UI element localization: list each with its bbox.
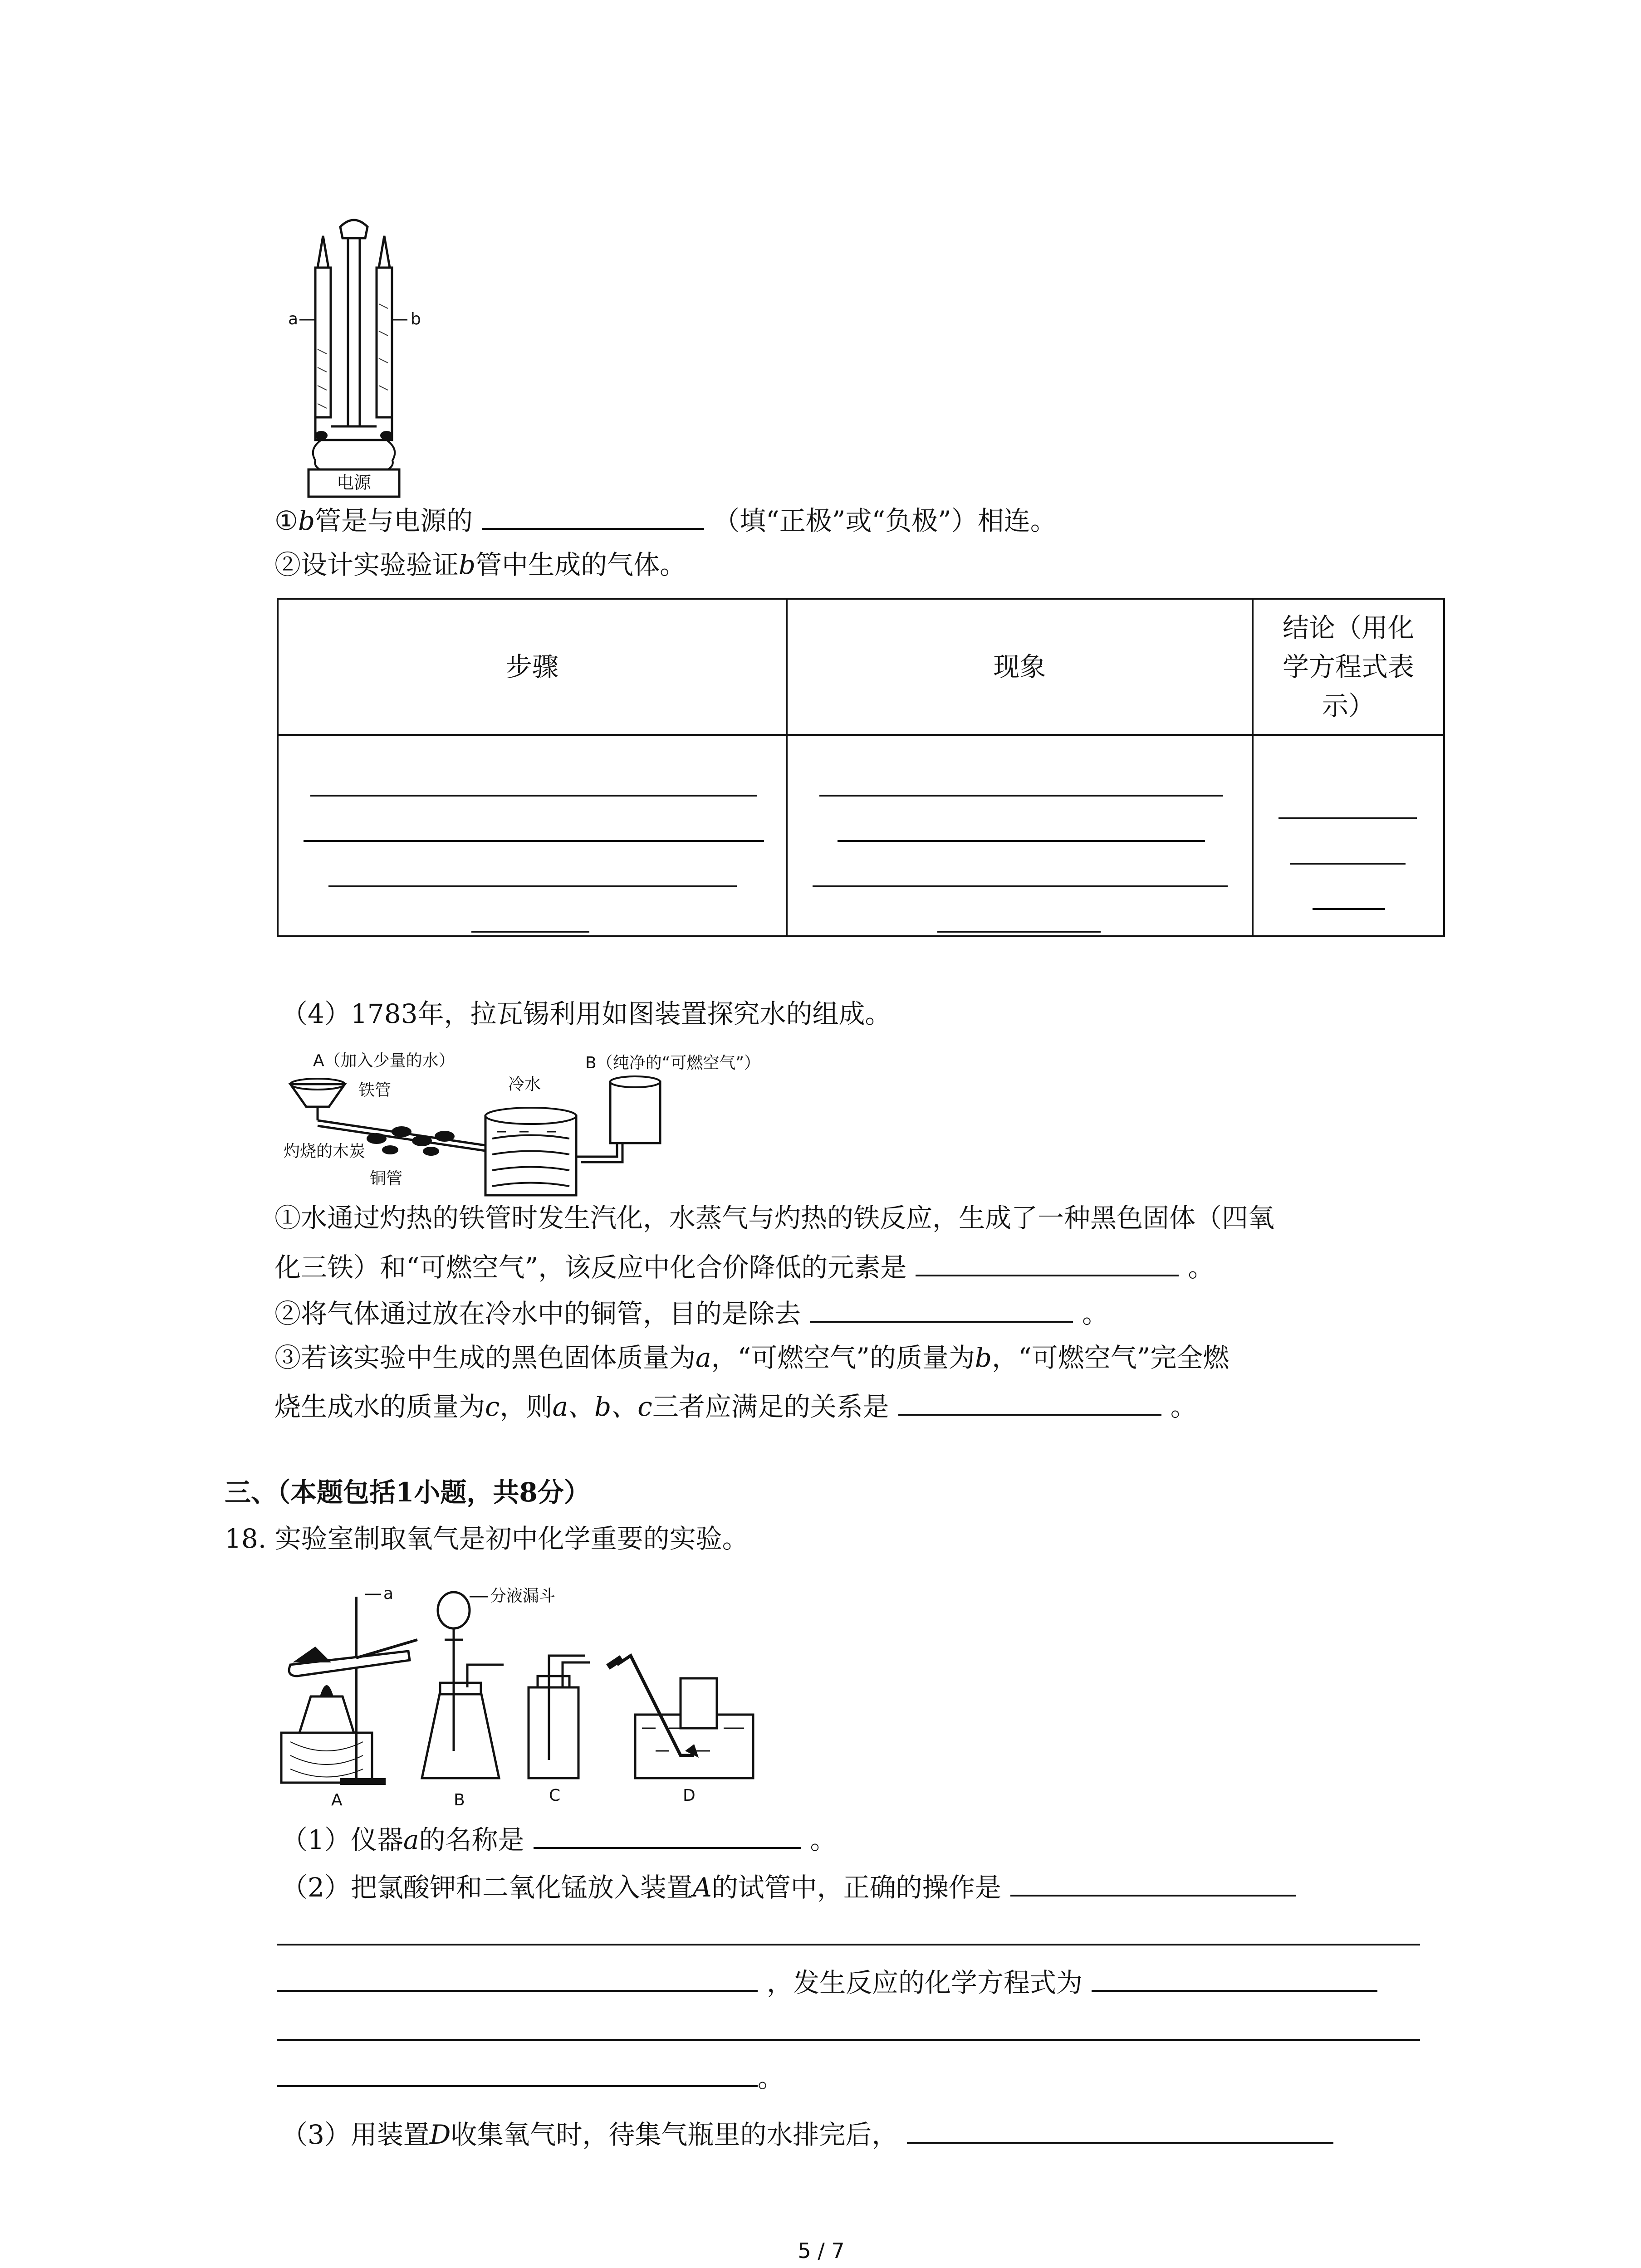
fig-q18-label-a: a [383, 1584, 394, 1603]
fig-q18-B: B [454, 1791, 465, 1809]
power-label: 电源 [336, 473, 372, 493]
lavoisier-figure [272, 1048, 862, 1198]
electrolysis-figure [281, 213, 445, 499]
q18-sub1: （1）仪器a的名称是 。 [281, 1819, 837, 1858]
q4-item1-line2: 化三铁）和“可燃空气”，该反应中化合价降低的元素是 。 [274, 1246, 1214, 1286]
q4-item3-line1: ③若该实验中生成的黑色固体质量为a，“可燃空气”的质量为b，“可燃空气”完全燃 [274, 1342, 1230, 1373]
oxygen-apparatus-figure [272, 1579, 885, 1810]
q3-item2: ②设计实验验证b管中生成的气体。 [274, 549, 686, 580]
q4-answer-blank-3[interactable] [898, 1386, 1161, 1416]
fig-charcoal-label: 灼烧的木炭 [284, 1142, 366, 1161]
fig-copper-tube-label: 铜管 [370, 1169, 403, 1188]
table-header-steps: 步骤 [278, 599, 787, 735]
q18-sub2-line3: ，发生反应的化学方程式为 [277, 1962, 1377, 2001]
tube-a-label: a [288, 310, 299, 328]
q4-item1-line1: ①水通过灼热的铁管时发生汽化，水蒸气与灼热的铁反应，生成了一种黑色固体（四氧 [274, 1202, 1275, 1233]
q18-answer-line-6[interactable] [277, 2039, 1420, 2041]
fig-q18-C: C [549, 1786, 561, 1805]
q18-answer-blank-2[interactable] [1010, 1867, 1296, 1897]
q18-sub2-line1: （2）把氯酸钾和二氧化锰放入装置A的试管中，正确的操作是 [281, 1867, 1296, 1906]
q18-answer-blank-1[interactable] [534, 1819, 801, 1849]
table-cell-conclusion[interactable] [1253, 735, 1444, 936]
fig-cold-water-label: 冷水 [508, 1075, 541, 1094]
tube-b-label: b [411, 310, 421, 328]
table-cell-steps[interactable] [278, 735, 787, 936]
fig-funnel-label: 分液漏斗 [490, 1587, 556, 1605]
fig-label-b: B（纯净的“可燃空气”） [585, 1054, 760, 1072]
q18-answer-blank-4[interactable] [277, 1962, 758, 1992]
q4-answer-blank-2[interactable] [810, 1293, 1073, 1323]
q3-answer-blank-1[interactable] [482, 500, 704, 530]
q18-answer-blank-5[interactable] [1092, 1962, 1377, 1992]
q4-item3-line2: 烧生成水的质量为c，则a、b、c三者应满足的关系是 。 [274, 1386, 1197, 1425]
fig-label-a: A（加入少量的水） [313, 1051, 455, 1070]
fig-iron-tube-label: 铁管 [358, 1081, 392, 1100]
q4-answer-blank-1[interactable] [916, 1246, 1179, 1276]
table-cell-phenomena[interactable] [787, 735, 1253, 936]
fig-q18-D: D [683, 1786, 696, 1805]
q3-item1: ①b管是与电源的 （填“正极”或“负极”）相连。 [274, 500, 1057, 539]
q18-answer-blank-8[interactable] [907, 2114, 1333, 2144]
section-3-heading: 三、（本题包括1小题，共8分） [225, 1477, 590, 1508]
q4-intro: （4）1783年，拉瓦锡利用如图装置探究水的组成。 [281, 998, 892, 1029]
q18-answer-blank-7[interactable] [277, 2057, 758, 2087]
q4-item2: ②将气体通过放在冷水中的铜管，目的是除去 。 [274, 1293, 1108, 1332]
page-number: 5 / 7 [798, 2239, 845, 2263]
table-header-conclusion: 结论（用化 学方程式表 示） [1253, 599, 1444, 735]
q18-answer-line-3[interactable] [277, 1944, 1420, 1945]
experiment-table [277, 598, 1445, 937]
q18-sub2-line5: 。 [277, 2057, 784, 2096]
q18-intro: 18. 实验室制取氧气是初中化学重要的实验。 [225, 1523, 749, 1554]
fig-q18-A: A [331, 1791, 343, 1809]
q18-sub3: （3）用装置D收集氧气时，待集气瓶里的水排完后， [281, 2114, 1333, 2153]
table-header-phenomena: 现象 [787, 599, 1253, 735]
